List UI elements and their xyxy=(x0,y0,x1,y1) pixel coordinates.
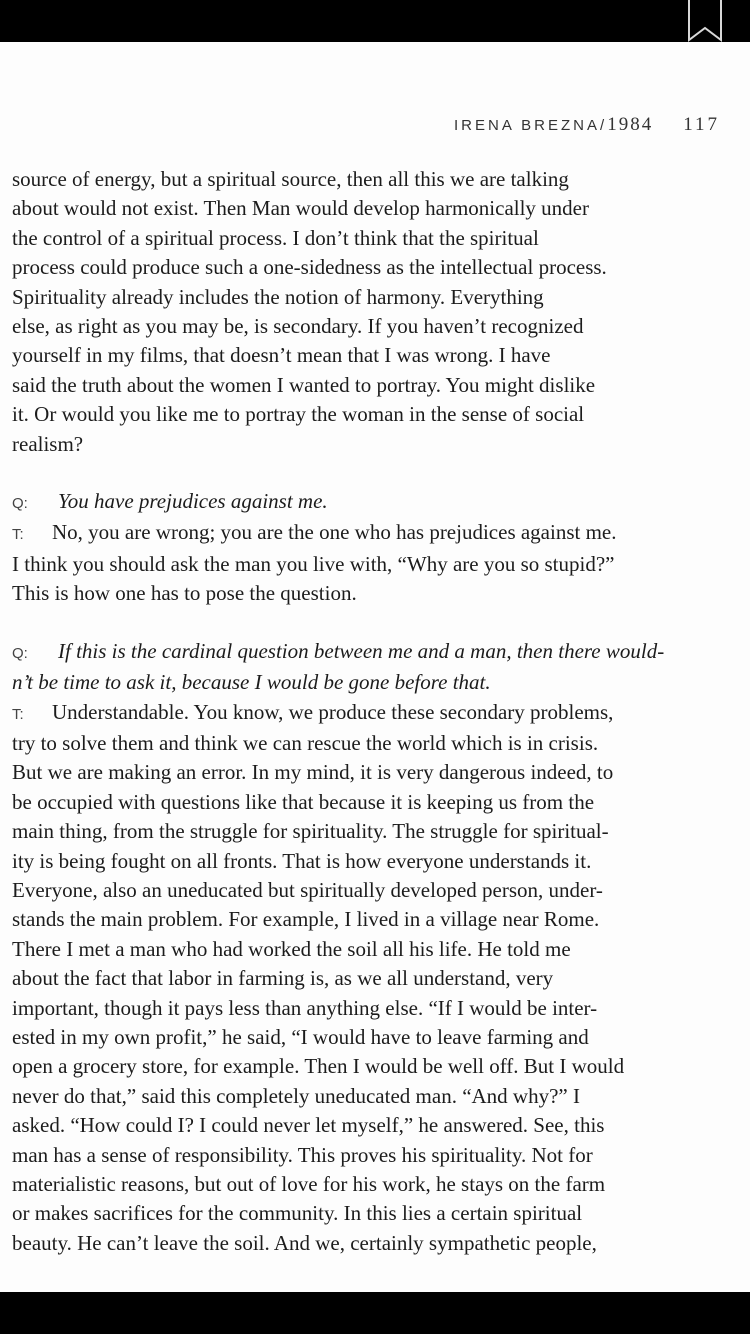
text-line: stands the main problem. For example, I lived in a village near Rome. xyxy=(12,907,600,932)
question-line xyxy=(12,487,738,518)
exchange xyxy=(12,487,738,609)
book-page[interactable] xyxy=(0,42,750,1292)
question-text: You have prejudices against me. xyxy=(58,489,328,514)
text-line: try to solve them and think we can rescue the world which is in crisis. xyxy=(12,730,599,755)
body-text xyxy=(12,165,738,1258)
text-line: yourself in my films, that doesn’t mean that I was wrong. I have xyxy=(12,343,551,368)
text-line: Spirituality already includes the notion of harmony. Everything xyxy=(12,284,544,309)
text-line: This is how one has to pose the question. xyxy=(12,581,357,606)
text-line: ity is being fought on all fronts. That is how everyone understands it. xyxy=(12,848,592,873)
question-text: If this is the cardinal question between me and a man, then there would- xyxy=(58,638,665,663)
exchange xyxy=(12,637,738,1259)
text-line: be occupied with questions like that because it is keeping us from the xyxy=(12,789,595,814)
answer-text: No, you are wrong; you are the one who has prejudices against me. xyxy=(52,520,617,545)
text-line: Everyone, also an uneducated but spiritually developed person, under- xyxy=(12,877,603,902)
text-line: or makes sacrifices for the community. In this lies a certain spiritual xyxy=(12,1201,583,1226)
text-line: never do that,” said this completely uneducated man. “And why?” I xyxy=(12,1083,580,1108)
answer-line xyxy=(12,518,738,549)
paragraph xyxy=(12,165,738,459)
answer-line xyxy=(12,698,738,729)
question-line xyxy=(12,637,738,668)
text-line: the control of a spiritual process. I don’t think that the spiritual xyxy=(12,225,539,250)
text-line: it. Or would you like me to portray the woman in the sense of social xyxy=(12,402,585,427)
text-line: I think you should ask the man you live with, “Why are you so stupid?” xyxy=(12,551,615,576)
running-head xyxy=(454,114,720,136)
page-number: 117 xyxy=(683,114,720,135)
question-line: n’t be time to ask it, because I would be gone before that. xyxy=(12,670,491,695)
text-line: asked. “How could I? I could never let myself,” he answered. See, this xyxy=(12,1113,605,1138)
text-line: main thing, from the struggle for spirituality. The struggle for spiritual- xyxy=(12,819,609,844)
bookmark-icon[interactable] xyxy=(688,0,722,42)
running-head-year: 1984 xyxy=(607,114,654,135)
speaker-label-q: Q: xyxy=(12,644,28,662)
text-line: about the fact that labor in farming is, as we all understand, very xyxy=(12,966,554,991)
text-line: said the truth about the women I wanted to portray. You might dislike xyxy=(12,372,596,397)
text-line: But we are making an error. In my mind, it is very dangerous indeed, to xyxy=(12,760,614,785)
text-line: ested in my own profit,” he said, “I would have to leave farming and xyxy=(12,1024,589,1049)
text-line: beauty. He can’t leave the soil. And we, certainly sympathetic people, xyxy=(12,1230,597,1255)
text-line: about would not exist. Then Man would develop harmonically under xyxy=(12,196,589,221)
paragraph-gap xyxy=(12,459,738,487)
speaker-label-t: T: xyxy=(12,705,24,723)
bottom-bar xyxy=(0,1292,750,1334)
top-bar xyxy=(0,0,750,42)
speaker-label-t: T: xyxy=(12,526,24,544)
answer-text: Understandable. You know, we produce these secondary problems, xyxy=(52,699,614,724)
text-line: important, though it pays less than anything else. “If I would be inter- xyxy=(12,995,598,1020)
text-line: open a grocery store, for example. Then I would be well off. But I would xyxy=(12,1054,625,1079)
text-line: materialistic reasons, but out of love for his work, he stays on the farm xyxy=(12,1172,606,1196)
text-line: realism? xyxy=(12,431,84,456)
text-line: source of energy, but a spiritual source, then all this we are talking xyxy=(12,167,569,191)
running-head-author: IRENA BREZNA/ xyxy=(454,117,608,134)
speaker-label-q: Q: xyxy=(12,495,28,513)
text-line: else, as right as you may be, is secondary. If you haven’t recognized xyxy=(12,314,584,339)
text-line: There I met a man who had worked the soil all his life. He told me xyxy=(12,936,571,961)
text-line: process could produce such a one-sidedness as the intellectual process. xyxy=(12,255,607,280)
text-line: man has a sense of responsibility. This proves his spirituality. Not for xyxy=(12,1142,593,1167)
paragraph-gap xyxy=(12,609,738,637)
